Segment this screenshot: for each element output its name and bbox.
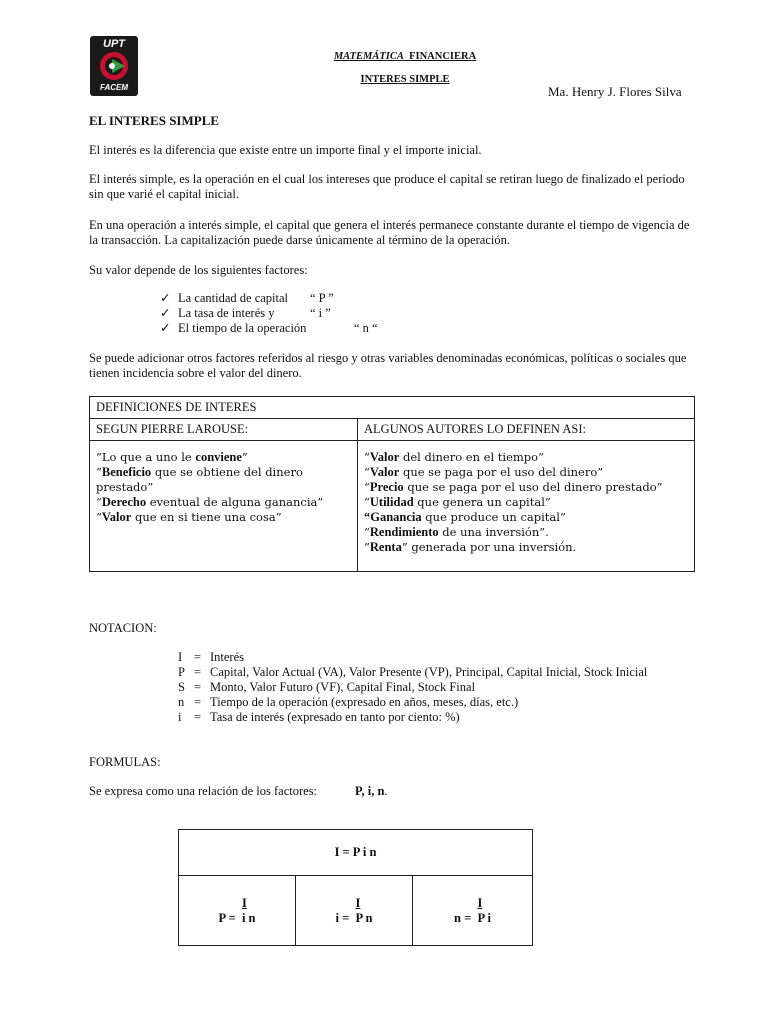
course-title-italic: MATEMÁTICA [333,51,404,62]
formulas-heading: FORMULAS: [89,755,161,769]
col1-header: SEGUN PIERRE LAROUSE: [90,419,358,441]
list-item [178,680,698,695]
factor-list [160,291,460,336]
factor-label: La tasa de interés y [178,306,275,320]
paragraph-3 [89,218,699,248]
list-item [160,291,460,306]
notation-description: Monto, Valor Futuro (VF), Capital Final, Stock Final [210,680,476,694]
notation-equals: = [194,665,202,679]
notation-equals: = [194,695,202,709]
fraction: $\frac{I}{\text{P n}}$ [355,895,373,925]
paragraph-4: Su valor depende de los siguientes factores: [89,263,308,277]
larousse-definitions [90,441,358,572]
paragraph-2-line-1: El interés simple, es la operación en el cual los intereses que produce el capital se retiran luego de finalizado el periodo [89,172,685,186]
paragraph-5-line-1: Se puede adicionar otros factores referidos al riesgo y otras variables denominadas económicas, políticas o sociales que [89,351,687,365]
factor-variable: “ i ” [310,306,331,320]
list-item [178,650,698,665]
check-icon: ✓ [160,306,171,320]
logo-bottom-text: FACEM [100,83,128,92]
factor-label: La cantidad de capital [178,291,289,305]
formula-time: n = $\frac{I}{\text{P i}}$ [413,876,533,946]
notation-description: Interés [210,650,245,664]
course-title-rest: FINANCIERA [409,51,477,62]
definition-item: “Valor que en si tiene una cosa” [96,510,282,524]
factor-variable: “ n “ [354,321,378,335]
formulas-intro-text: Se expresa como una relación de los factores: [89,784,318,798]
formula-rate: i = $\frac{I}{\text{P n}}$ [296,876,413,946]
upt-facem-logo [90,36,138,96]
notation-symbol: i [178,710,182,724]
notation-equals: = [194,710,202,724]
definition-item: “Lo que a uno le conviene” [96,450,248,464]
definition-item: “Valor del dinero en el tiempo” [364,450,544,464]
formula-capital: P = $\frac{I}{\text{i n}}$ [179,876,296,946]
notation-symbol: S [178,680,185,694]
notation-symbol: n [178,695,185,709]
notation-list [178,650,698,725]
notation-symbol: I [178,650,183,664]
course-title [250,49,560,64]
factor-label: El tiempo de la operación [178,321,307,335]
main-formula: I = P i n [179,830,533,876]
definition-item: “Utilidad que genera un capital” [364,495,551,509]
notation-description: Tiempo de la operación (expresado en años, meses, días, etc.) [210,695,519,709]
factor-variable: “ P ” [310,291,334,305]
authors-definitions [358,441,695,572]
paragraph-1: El interés es la diferencia que existe entre un importe final y el importe inicial. [89,143,482,157]
definitions-table [89,396,695,572]
list-item [160,306,460,321]
definition-item: “Renta” generada por una inversión. [364,540,577,554]
paragraph-2-line-2: sin que varié el capital inicial. [89,187,239,201]
notation-description: Capital, Valor Actual (VA), Valor Presente (VP), Principal, Capital Inicial, Stock Inicial [210,665,648,679]
notation-description: Tasa de interés (expresado en tanto por ciento: %) [210,710,460,724]
topic-title: INTERES SIMPLE [360,74,450,85]
list-item [160,321,460,336]
page-title: EL INTERES SIMPLE [89,113,220,128]
fraction: $\frac{I}{\text{P i}}$ [477,895,491,925]
list-item [178,665,698,680]
formulas-intro [89,784,388,799]
list-item [178,695,698,710]
check-icon: ✓ [160,321,171,335]
col2-header: ALGUNOS AUTORES LO DEFINEN ASI: [358,419,695,441]
definition-item: “Derecho eventual de alguna ganancia” [96,495,324,509]
paragraph-3-line-2: la transacción. La capitalización puede darse únicamente al término de la operación. [89,233,510,247]
logo-emblem-icon [98,50,130,82]
definition-item: “Valor que se paga por el uso del dinero” [364,465,604,479]
definition-item: “Precio que se paga por el uso del dinero prestado” [364,480,663,494]
author-name: Ma. Henry J. Flores Silva [548,84,682,99]
list-item [178,710,698,725]
paragraph-5 [89,351,699,381]
paragraph-3-line-1: En una operación a interés simple, el capital que genera el interés permanece constante durante el tiempo de vigencia de [89,218,690,232]
formulas-table [178,829,533,946]
notation-equals: = [194,680,202,694]
definition-item: “Beneficio que se obtiene del dinero prestado” [96,465,303,494]
formulas-factors: P, i, n. [355,784,388,798]
definition-item: “Rendimiento de una inversión”. [364,525,549,539]
notation-heading: NOTACION: [89,621,157,635]
paragraph-2 [89,172,699,202]
logo-top-text: UPT [103,38,125,50]
notation-equals: = [194,650,202,664]
fraction: $\frac{I}{\text{i n}}$ [241,895,256,925]
notation-symbol: P [178,665,185,679]
definitions-header: DEFINICIONES DE INTERES [90,397,695,419]
definition-item: “Ganancia que produce un capital” [364,510,566,524]
paragraph-5-line-2: tienen incidencia sobre el valor del dinero. [89,366,302,380]
check-icon: ✓ [160,291,171,305]
